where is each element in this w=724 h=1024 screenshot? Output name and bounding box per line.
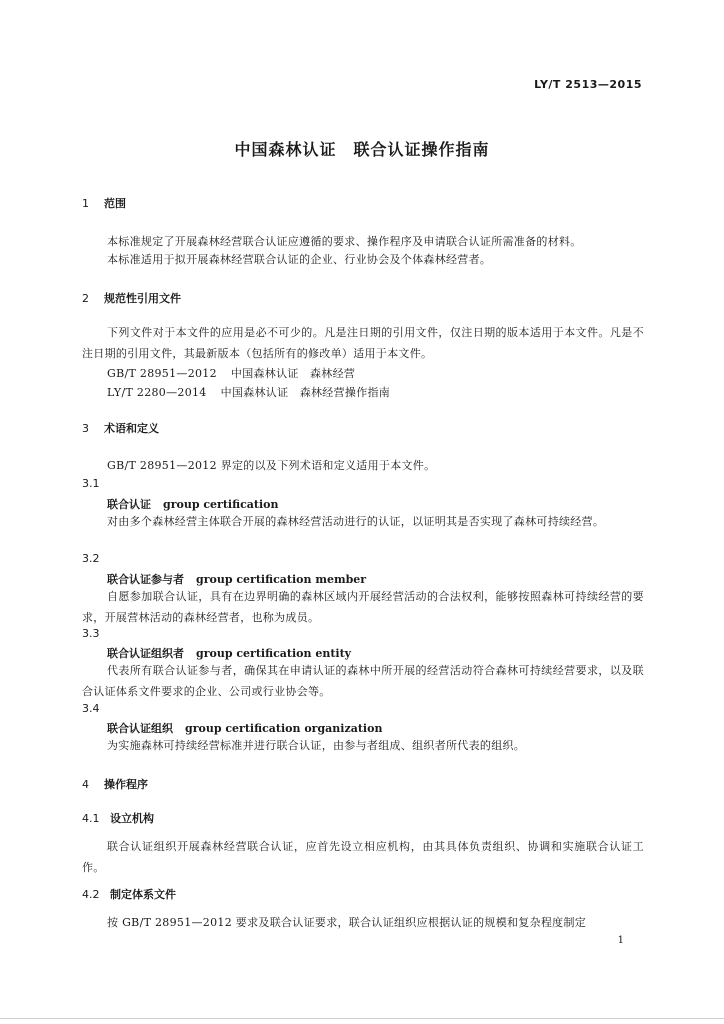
term-cn: 联合认证组织者: [107, 647, 184, 660]
section-title: 术语和定义: [104, 422, 159, 435]
term-en: group certification organization: [185, 722, 383, 735]
term-cn: 联合认证: [107, 498, 151, 511]
section-2-heading: [82, 290, 181, 306]
term-definition: 自愿参加联合认证，具有在边界明确的森林区域内开展经营活动的合法权利，能够按照森林可持续经营的要求，开展营林活动的森林经营者，也称为成员。: [82, 590, 644, 624]
term-number: 3.4: [82, 702, 100, 715]
term-number: 3.1: [82, 477, 100, 490]
reference-item: [107, 365, 355, 381]
reference-name: 中国森林认证 森林经营操作指南: [220, 386, 391, 399]
section-1-paragraph-2: 本标准适用于拟开展森林经营联合认证的企业、行业协会及个体森林经营者。: [107, 253, 492, 266]
section-title: 操作程序: [104, 778, 148, 791]
section-number: 2: [82, 292, 89, 305]
reference-code: GB/T 28951—2012: [107, 367, 217, 380]
page-number: 1: [617, 935, 624, 946]
subsection-number: 4.2: [82, 888, 100, 901]
term-definition: 对由多个森林经营主体联合开展的森林经营活动进行的认证，以证明其是否实现了森林可持续经营。: [107, 515, 605, 528]
document-title: 中国森林认证 联合认证操作指南: [234, 140, 490, 159]
section-3-heading: [82, 420, 159, 436]
bottom-rule: [0, 1018, 724, 1019]
subsection-title: 设立机构: [110, 812, 154, 825]
term-definition: 为实施森林可持续经营标准并进行联合认证，由参与者组成、组织者所代表的组织。: [107, 739, 526, 752]
section-2-paragraph-1: 下列文件对于本文件的应用是必不可少的。凡是注日期的引用文件，仅注日期的版本适用于本文件。凡是不注日期的引用文件，其最新版本（包括所有的修改单）适用于本文件。: [82, 326, 644, 360]
term-heading: [107, 645, 351, 661]
term-cn: 联合认证参与者: [107, 573, 184, 586]
section-4-heading: [82, 776, 148, 792]
section-1-paragraph-1: 本标准规定了开展森林经营联合认证应遵循的要求、操作程序及申请联合认证所需准备的材料。: [107, 235, 582, 248]
subsection-4-1-heading: [82, 810, 154, 826]
reference-code: LY/T 2280—2014: [107, 386, 207, 399]
subsection-4-2-heading: [82, 886, 176, 902]
section-number: 3: [82, 422, 89, 435]
reference-name: 中国森林认证 森林经营: [230, 367, 356, 380]
term-cn: 联合认证组织: [107, 722, 173, 735]
section-title: 规范性引用文件: [104, 292, 181, 305]
term-heading: [107, 496, 279, 512]
subsection-number: 4.1: [82, 812, 100, 825]
term-heading: [107, 571, 366, 587]
subsection-4-1-paragraph: 联合认证组织开展森林经营联合认证，应首先设立相应机构，由其具体负责组织、协调和实施联合认证工作。: [82, 840, 644, 874]
section-number: 4: [82, 778, 89, 791]
section-3-paragraph-1: GB/T 28951—2012 界定的以及下列术语和定义适用于本文件。: [107, 459, 436, 472]
term-en: group certification: [163, 498, 279, 511]
section-title: 范围: [104, 197, 126, 210]
term-en: group certification entity: [196, 647, 352, 660]
term-definition: 代表所有联合认证参与者，确保其在申请认证的森林中所开展的经营活动符合森林可持续经营要求，以及联合认证体系文件要求的企业、公司或行业协会等。: [82, 664, 644, 698]
standard-code: LY/T 2513—2015: [534, 78, 642, 91]
section-1-heading: [82, 195, 126, 211]
term-en: group certification member: [196, 573, 367, 586]
term-number: 3.3: [82, 627, 100, 640]
term-heading: [107, 720, 382, 736]
term-number: 3.2: [82, 552, 100, 565]
subsection-4-2-paragraph: 按 GB/T 28951—2012 要求及联合认证要求，联合认证组织应根据认证的规模和复杂程度制定: [107, 916, 587, 929]
section-number: 1: [82, 197, 89, 210]
subsection-title: 制定体系文件: [110, 888, 176, 901]
reference-item: [107, 384, 390, 400]
